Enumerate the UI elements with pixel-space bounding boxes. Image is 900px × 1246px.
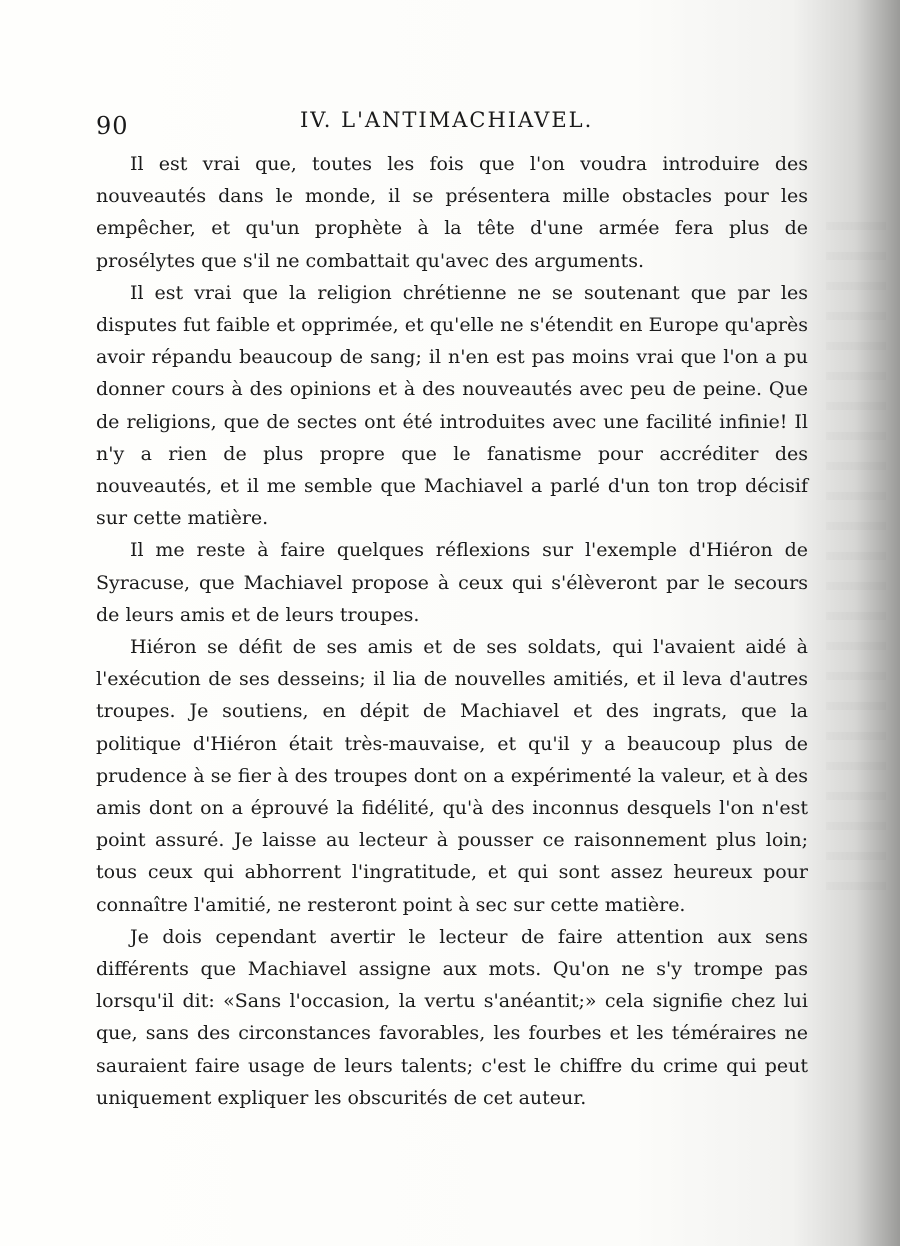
paragraph: Hiéron se défit de ses amis et de ses soldats, qui l'avaient aidé à l'exécution de ses desseins; il lia de nouvelles amitiés, et il leva d'autres troupes. Je soutiens, en dépit de Machiavel et des ingrats, que la politique d'Hiéron était très-mauvaise, et qu'il y a beaucoup plus de prudence à se fier à des troupes dont on a expérimenté la valeur, et à des amis dont on a éprouvé la fidélité, qu'à des inconnus desquels l'on n'est point assuré. Je laisse au lecteur à pousser ce raisonnement plus loin; tous ceux qui abhorrent l'ingratitude, et qui sont assez heureux pour connaître l'amitié, ne resteront point à sec sur cette matière. bbox=[96, 636, 808, 916]
body-text bbox=[96, 148, 808, 1114]
paragraph: Il me reste à faire quelques réflexions sur l'exemple d'Hiéron de Syracuse, que Machiavel propose à ceux qui s'élèveront par le secours de leurs amis et de leurs troupes. bbox=[96, 539, 808, 626]
page-number: 90 bbox=[96, 112, 129, 140]
running-head: IV. L'ANTIMACHIAVEL. bbox=[300, 108, 594, 132]
paragraph: Je dois cependant avertir le lecteur de faire attention aux sens différents que Machiavel assigne aux mots. Qu'on ne s'y trompe pas lorsqu'il dit: «Sans l'occasion, la vertu s'anéantit;» cela signifie chez lui que, sans des circonstances favorables, les fourbes et les téméraires ne sauraient faire usage de leurs talents; c'est le chiffre du crime qui peut uniquement expliquer les obscurités de cet auteur. bbox=[96, 925, 808, 1109]
paragraph: Il est vrai que, toutes les fois que l'on voudra introduire des nouveautés dans le monde, il se présentera mille obstacles pour les empêcher, et qu'un prophète à la tête d'une armée fera plus de prosélytes que s'il ne combattait qu'avec des arguments. bbox=[96, 153, 808, 272]
paragraph: Il est vrai que la religion chrétienne ne se soutenant que par les disputes fut faible et opprimée, et qu'elle ne s'étendit en Europe qu'après avoir répandu beaucoup de sang; il n'en est pas moins vrai que l'on a pu donner cours à des opinions et à des nouveautés avec peu de peine. Que de religions, que de sectes ont été introduites avec une facilité infinie! Il n'y a rien de plus propre que le fanatisme pour accréditer des nouveautés, et il me semble que Machiavel a parlé d'un ton trop décisif sur cette matière. bbox=[96, 281, 808, 530]
page-header bbox=[0, 104, 900, 144]
show-through-shadow bbox=[826, 200, 886, 900]
